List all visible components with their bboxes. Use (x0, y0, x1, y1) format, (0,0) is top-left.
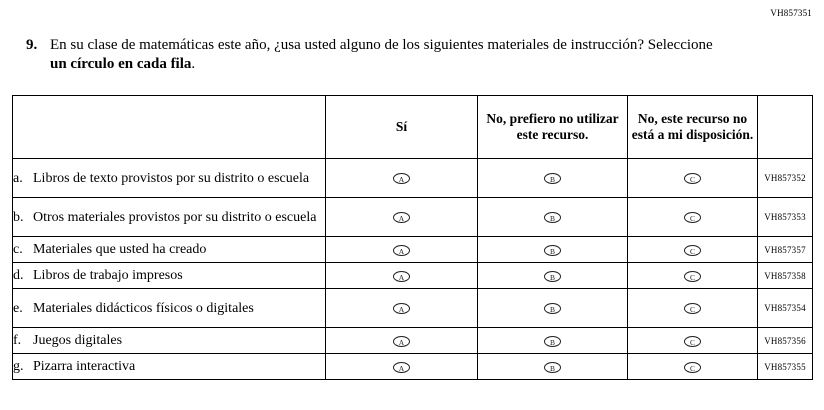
row-item-code: VH857352 (758, 159, 813, 198)
row-text: Materiales didácticos físicos o digitales (33, 300, 254, 316)
radio-bubble-c[interactable]: C (684, 173, 701, 184)
option-cell-c[interactable] (628, 289, 758, 328)
option-cell-a[interactable] (326, 328, 478, 354)
header-col-prefer-not: No, prefiero no utilizar este recurso. (478, 96, 628, 159)
radio-bubble-c[interactable]: C (684, 245, 701, 256)
grid-body (13, 159, 813, 380)
row-text: Materiales que usted ha creado (33, 242, 207, 257)
option-cell-c[interactable] (628, 354, 758, 380)
table-row (13, 328, 813, 354)
option-cell-b[interactable] (478, 198, 628, 237)
row-letter: d. (13, 268, 24, 283)
radio-bubble-b[interactable]: B (544, 245, 561, 256)
option-cell-b[interactable] (478, 354, 628, 380)
row-item-code: VH857356 (758, 328, 813, 354)
radio-bubble-a[interactable]: A (393, 173, 410, 184)
row-item-code: VH857357 (758, 237, 813, 263)
option-cell-b[interactable] (478, 328, 628, 354)
row-item-code: VH857355 (758, 354, 813, 380)
radio-bubble-a[interactable]: A (393, 336, 410, 347)
radio-bubble-b[interactable]: B (544, 173, 561, 184)
table-row (13, 289, 813, 328)
row-letter: f. (13, 333, 22, 348)
question-stem (26, 36, 726, 74)
option-cell-c[interactable] (628, 198, 758, 237)
option-cell-a[interactable] (326, 237, 478, 263)
radio-bubble-b[interactable]: B (544, 212, 561, 223)
radio-bubble-b[interactable]: B (544, 362, 561, 373)
row-stem (13, 159, 326, 198)
header-col-not-available: No, este recurso no está a mi disposición. (628, 96, 758, 159)
row-stem (13, 237, 326, 263)
radio-bubble-c[interactable]: C (684, 303, 701, 314)
radio-bubble-c[interactable]: C (684, 362, 701, 373)
table-row (13, 354, 813, 380)
row-item-code: VH857354 (758, 289, 813, 328)
option-cell-b[interactable] (478, 263, 628, 289)
radio-bubble-a[interactable]: A (393, 271, 410, 282)
row-stem (13, 354, 326, 380)
question-text-part1: En su clase de matemáticas este año, ¿usa usted alguno de los siguientes materiales de instrucción? Seleccione (50, 37, 713, 53)
radio-bubble-a[interactable]: A (393, 303, 410, 314)
option-cell-c[interactable] (628, 237, 758, 263)
radio-bubble-a[interactable]: A (393, 245, 410, 256)
radio-bubble-a[interactable]: A (393, 362, 410, 373)
grid-header-row (13, 96, 813, 159)
item-code-top: VH857351 (770, 8, 812, 18)
row-stem (13, 198, 326, 237)
row-stem (13, 263, 326, 289)
radio-bubble-b[interactable]: B (544, 303, 561, 314)
question-text-part2: . (191, 56, 196, 72)
question-number: 9. (26, 37, 38, 53)
option-cell-a[interactable] (326, 263, 478, 289)
row-letter: a. (13, 170, 23, 186)
radio-bubble-b[interactable]: B (544, 271, 561, 282)
option-cell-c[interactable] (628, 263, 758, 289)
radio-bubble-c[interactable]: C (684, 212, 701, 223)
option-cell-c[interactable] (628, 328, 758, 354)
question-text-bold: un círculo en cada fila (50, 56, 192, 72)
header-blank (13, 96, 326, 159)
option-cell-a[interactable] (326, 198, 478, 237)
table-row (13, 237, 813, 263)
row-text: Libros de trabajo impresos (33, 268, 183, 283)
row-letter: e. (13, 300, 23, 316)
row-text: Pizarra interactiva (33, 359, 136, 374)
row-text: Juegos digitales (33, 333, 123, 348)
table-row (13, 263, 813, 289)
row-letter: g. (13, 359, 24, 374)
header-code-blank (758, 96, 813, 159)
option-cell-a[interactable] (326, 354, 478, 380)
table-row (13, 198, 813, 237)
option-cell-b[interactable] (478, 159, 628, 198)
row-text: Otros materiales provistos por su distrito o escuela (33, 209, 317, 225)
radio-bubble-b[interactable]: B (544, 336, 561, 347)
row-item-code: VH857358 (758, 263, 813, 289)
row-stem (13, 328, 326, 354)
option-cell-a[interactable] (326, 289, 478, 328)
row-item-code: VH857353 (758, 198, 813, 237)
option-cell-b[interactable] (478, 237, 628, 263)
row-text: Libros de texto provistos por su distrito o escuela (33, 170, 310, 186)
header-col-yes: Sí (326, 96, 478, 159)
row-stem (13, 289, 326, 328)
question-text (50, 36, 726, 74)
radio-bubble-a[interactable]: A (393, 212, 410, 223)
table-row (13, 159, 813, 198)
option-cell-b[interactable] (478, 289, 628, 328)
response-grid (12, 95, 813, 380)
radio-bubble-c[interactable]: C (684, 336, 701, 347)
radio-bubble-c[interactable]: C (684, 271, 701, 282)
option-cell-a[interactable] (326, 159, 478, 198)
row-letter: c. (13, 242, 23, 257)
row-letter: b. (13, 209, 24, 225)
option-cell-c[interactable] (628, 159, 758, 198)
